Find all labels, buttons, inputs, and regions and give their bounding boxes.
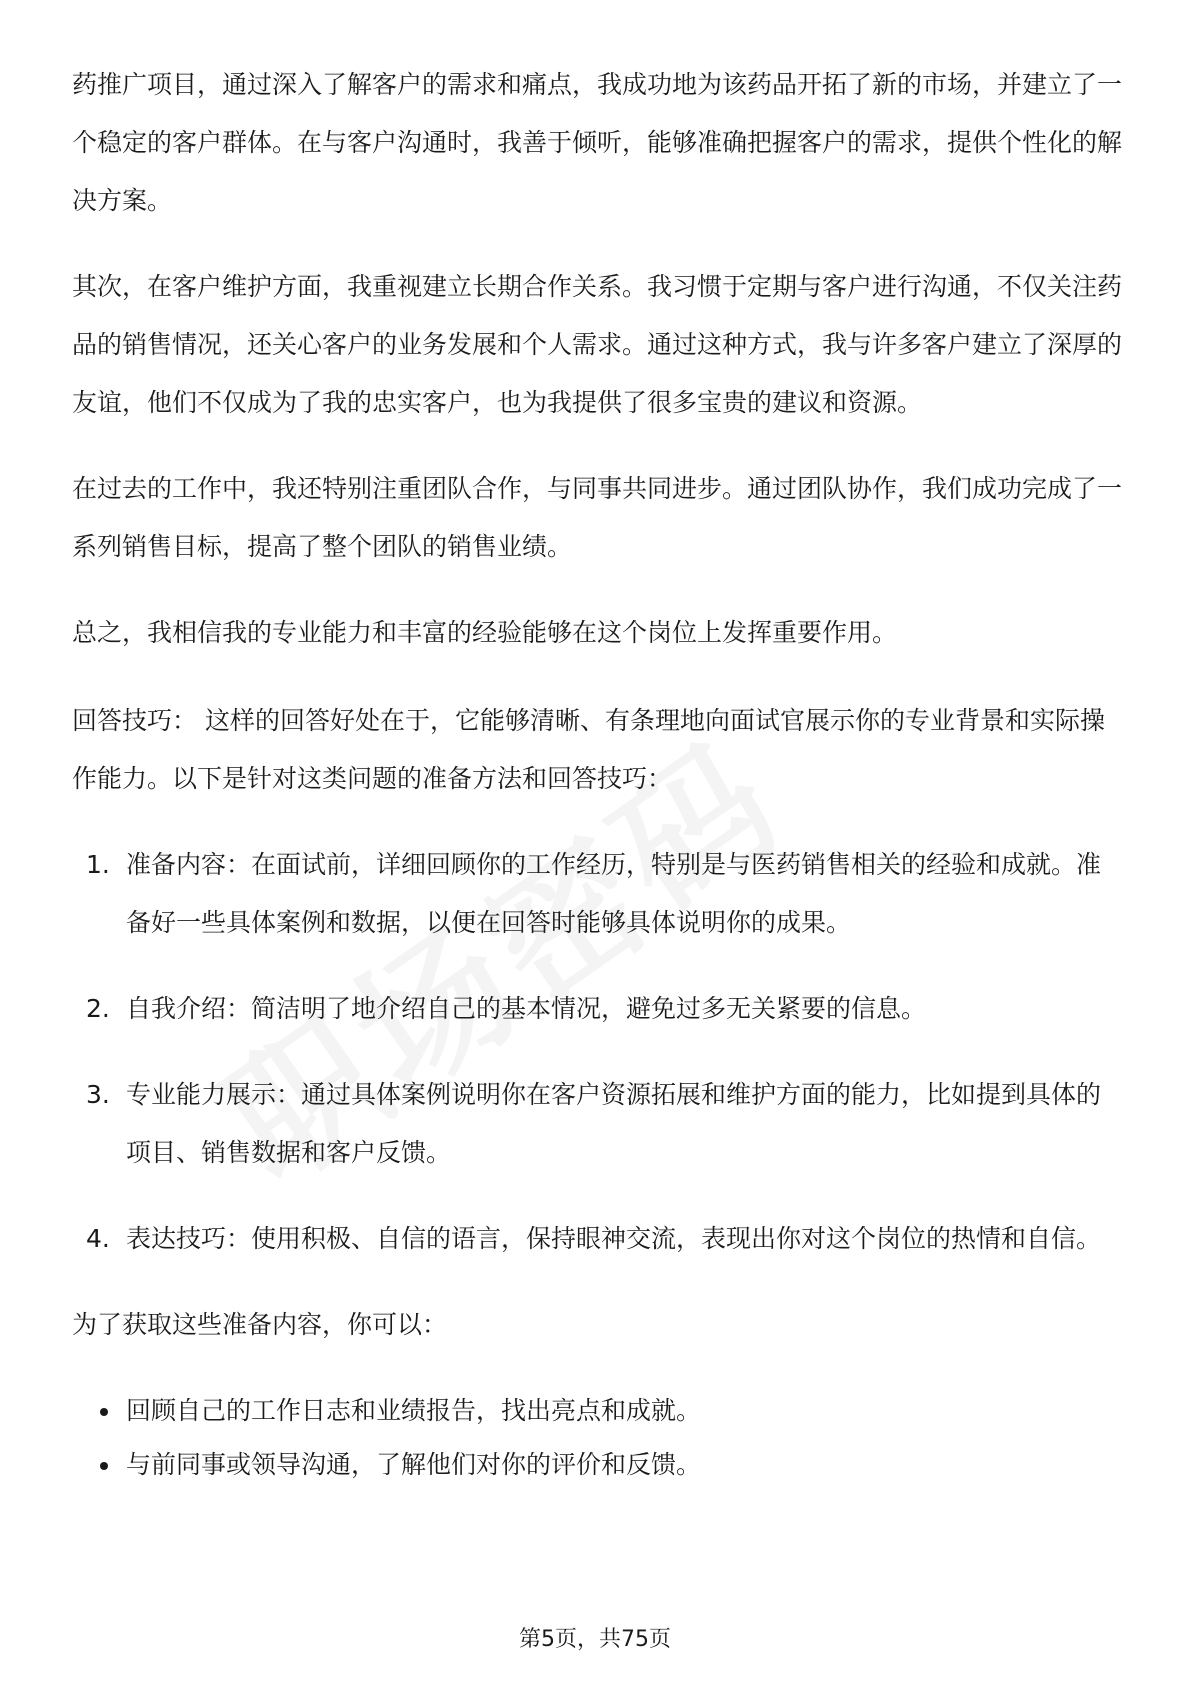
list-item [72,1210,1122,1268]
prep-intro: 为了获取这些准备内容，你可以： [72,1310,448,1339]
list-item-text: 专业能力展示：通过具体案例说明你在客户资源拓展和维护方面的能力，比如提到具体的项目、销售数据和客户反馈。 [126,1080,1102,1167]
preparation-steps-list [72,836,1122,1268]
list-item [72,836,1122,952]
list-item [72,1066,1122,1182]
list-item [72,980,1122,1038]
bullet-icon [72,1438,126,1492]
bullet-icon [72,1384,126,1438]
list-item-text: 表达技巧：使用积极、自信的语言，保持眼神交流，表现出你对这个岗位的热情和自信。 [126,1224,1102,1253]
bullet-text: 与前同事或领导沟通，了解他们对你的评价和反馈。 [126,1450,702,1479]
paragraph-1: 药推广项目，通过深入了解客户的需求和痛点，我成功地为该药品开拓了新的市场，并建立了一个稳定的客户群体。在与客户沟通时，我善于倾听，能够准确把握客户的需求，提供个性化的解决方案。 [72,70,1123,215]
paragraph-2: 其次，在客户维护方面，我重视建立长期合作关系。我习惯于定期与客户进行沟通，不仅关注药品的销售情况，还关心客户的业务发展和个人需求。通过这种方式，我与许多客户建立了深厚的友谊，他们不仅成为了我的忠实客户，也为我提供了很多宝贵的建议和资源。 [72,272,1123,417]
paragraph-4: 总之，我相信我的专业能力和丰富的经验能够在这个岗位上发挥重要作用。 [72,618,898,647]
paragraph-3: 在过去的工作中，我还特别注重团队合作，与同事共同进步。通过团队协作，我们成功完成了一系列销售目标，提高了整个团队的销售业绩。 [72,474,1123,561]
list-item-text: 准备内容：在面试前，详细回顾你的工作经历，特别是与医药销售相关的经验和成就。准备好一些具体案例和数据，以便在回答时能够具体说明你的成果。 [126,850,1102,937]
document-body [72,56,1122,1492]
bullet-item [72,1438,1122,1492]
list-number: 3. [86,1080,110,1109]
list-number: 4. [86,1224,110,1253]
bullet-item [72,1384,1122,1438]
page-footer: 第5页，共75页 [519,1627,671,1652]
bullet-list [72,1384,1122,1492]
list-number: 2. [86,994,110,1023]
bullet-text: 回顾自己的工作日志和业绩报告，找出亮点和成就。 [126,1396,702,1425]
list-item-text: 自我介绍：简洁明了地介绍自己的基本情况，避免过多无关紧要的信息。 [126,994,927,1023]
answer-tips-paragraph: 回答技巧： 这样的回答好处在于，它能够清晰、有条理地向面试官展示你的专业背景和实际操作能力。以下是针对这类问题的准备方法和回答技巧： [72,706,1105,793]
list-number: 1. [86,850,110,879]
